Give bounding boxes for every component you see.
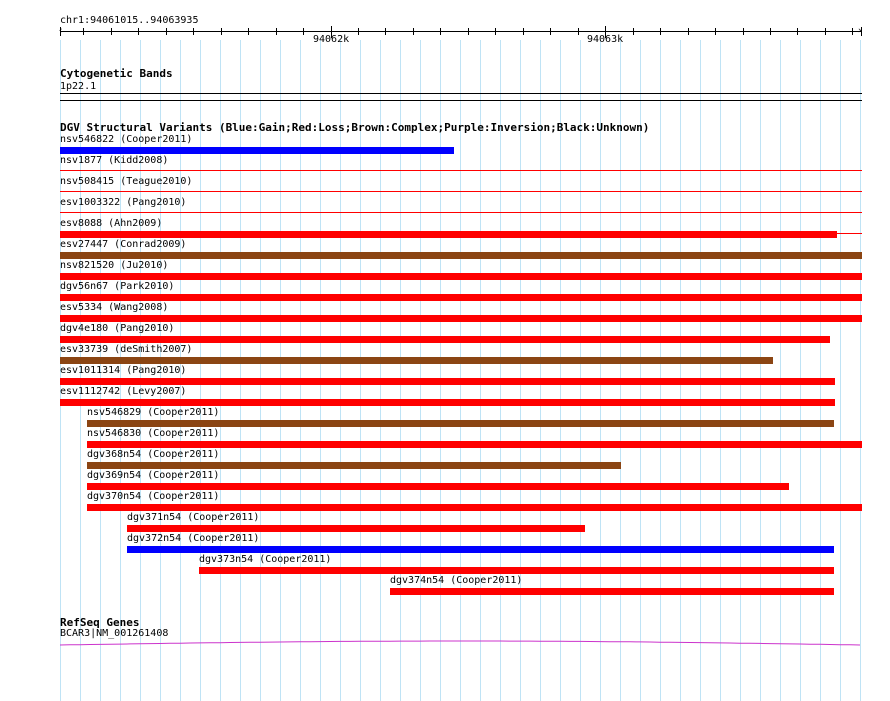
ruler-minor-tick	[303, 28, 304, 35]
variant-label[interactable]: esv8088 (Ahn2009)	[60, 218, 163, 229]
ruler-minor-tick	[83, 28, 84, 35]
variant-label[interactable]: dgv373n54 (Cooper2011)	[199, 554, 332, 565]
ruler-minor-tick	[276, 28, 277, 35]
ruler-minor-tick	[440, 28, 441, 35]
ruler-tick-label: 94063k	[587, 34, 624, 45]
ruler-minor-tick	[523, 28, 524, 35]
gene-intron-line	[60, 641, 860, 645]
variant-label[interactable]: dgv4e180 (Pang2010)	[60, 323, 175, 334]
variant-label[interactable]: dgv371n54 (Cooper2011)	[127, 512, 260, 523]
dgv-track-title[interactable]: DGV Structural Variants (Blue:Gain;Red:Loss;Brown:Complex;Purple:Inversion;Black:Unknown)	[60, 121, 650, 134]
variant-bar-loss[interactable]	[60, 378, 835, 385]
variant-bar-loss[interactable]	[390, 588, 834, 595]
variant-label[interactable]: nsv546830 (Cooper2011)	[87, 428, 220, 439]
refseq-gene-label[interactable]: BCAR3|NM_001261408	[60, 628, 169, 639]
variant-label[interactable]: dgv369n54 (Cooper2011)	[87, 470, 220, 481]
variant-bar-loss[interactable]	[60, 399, 835, 406]
ruler-tick-label: 94062k	[313, 34, 350, 45]
variant-bar-gain[interactable]	[60, 147, 454, 154]
ruler-minor-tick	[770, 28, 771, 35]
variant-bar-loss[interactable]	[87, 504, 862, 511]
variant-bar-loss[interactable]	[60, 315, 862, 322]
ruler-minor-tick	[797, 28, 798, 35]
ruler-minor-tick	[248, 28, 249, 35]
variant-label[interactable]: dgv372n54 (Cooper2011)	[127, 533, 260, 544]
ruler-minor-tick	[578, 28, 579, 35]
position-label: chr1:94061015..94063935	[60, 15, 199, 26]
variant-bar-loss[interactable]	[87, 441, 862, 448]
ruler-minor-tick	[743, 28, 744, 35]
variant-label[interactable]: esv1011314 (Pang2010)	[60, 365, 187, 376]
variant-bar-loss[interactable]	[60, 273, 862, 280]
variant-bar-loss[interactable]	[199, 567, 834, 574]
ruler-minor-tick	[193, 28, 194, 35]
variant-label[interactable]: dgv374n54 (Cooper2011)	[390, 575, 523, 586]
cytoband-divider-top	[60, 93, 862, 94]
ruler-minor-tick	[825, 28, 826, 35]
ruler-minor-tick	[111, 28, 112, 35]
variant-row-separator	[60, 170, 862, 171]
ruler-arrow-left-icon: ‹	[58, 26, 64, 36]
ruler-minor-tick	[715, 28, 716, 35]
ruler-minor-tick	[852, 28, 853, 35]
ruler-minor-tick	[385, 28, 386, 35]
variant-label[interactable]: dgv56n67 (Park2010)	[60, 281, 175, 292]
variant-row-separator	[60, 191, 862, 192]
ruler-minor-tick	[660, 28, 661, 35]
ruler-minor-tick	[688, 28, 689, 35]
variant-label[interactable]: nsv1877 (Kidd2008)	[60, 155, 169, 166]
variant-bar-loss[interactable]	[60, 336, 830, 343]
variant-label[interactable]: esv1112742 (Levy2007)	[60, 386, 187, 397]
ruler-minor-tick	[358, 28, 359, 35]
ruler-minor-tick	[221, 28, 222, 35]
variant-bar-complex[interactable]	[87, 420, 834, 427]
variant-label[interactable]: nsv546822 (Cooper2011)	[60, 134, 193, 145]
variant-bar-complex[interactable]	[60, 357, 773, 364]
variant-bar-gain[interactable]	[127, 546, 834, 553]
variant-label[interactable]: dgv370n54 (Cooper2011)	[87, 491, 220, 502]
cytoband-name[interactable]: 1p22.1	[60, 81, 97, 92]
variant-bar-loss[interactable]	[87, 483, 789, 490]
ruler-minor-tick	[550, 28, 551, 35]
ruler-minor-tick	[633, 28, 634, 35]
ruler-arrow-right-icon: ›	[857, 26, 863, 36]
variant-label[interactable]: nsv821520 (Ju2010)	[60, 260, 169, 271]
ruler-minor-tick	[495, 28, 496, 35]
variant-label[interactable]: nsv508415 (Teague2010)	[60, 176, 193, 187]
refseq-track-title[interactable]: RefSeq Genes	[60, 616, 140, 629]
variant-row-separator	[60, 212, 862, 213]
variant-label[interactable]: esv5334 (Wang2008)	[60, 302, 169, 313]
ruler-line	[60, 31, 862, 32]
variant-bar-loss[interactable]	[127, 525, 585, 532]
variant-label[interactable]: nsv546829 (Cooper2011)	[87, 407, 220, 418]
variant-bar-complex[interactable]	[60, 252, 862, 259]
ruler-minor-tick	[413, 28, 414, 35]
variant-label[interactable]: dgv368n54 (Cooper2011)	[87, 449, 220, 460]
variant-label[interactable]: esv33739 (deSmith2007)	[60, 344, 193, 355]
ruler-minor-tick	[468, 28, 469, 35]
variant-label[interactable]: esv27447 (Conrad2009)	[60, 239, 187, 250]
variant-label[interactable]: esv1003322 (Pang2010)	[60, 197, 187, 208]
variant-bar-loss[interactable]	[60, 294, 862, 301]
cytoband-track-title[interactable]: Cytogenetic Bands	[60, 67, 173, 80]
ruler-minor-tick	[138, 28, 139, 35]
variant-bar-complex[interactable]	[87, 462, 621, 469]
ruler-minor-tick	[166, 28, 167, 35]
cytoband-divider-bottom	[60, 100, 862, 101]
variant-bar-loss[interactable]	[60, 231, 837, 238]
